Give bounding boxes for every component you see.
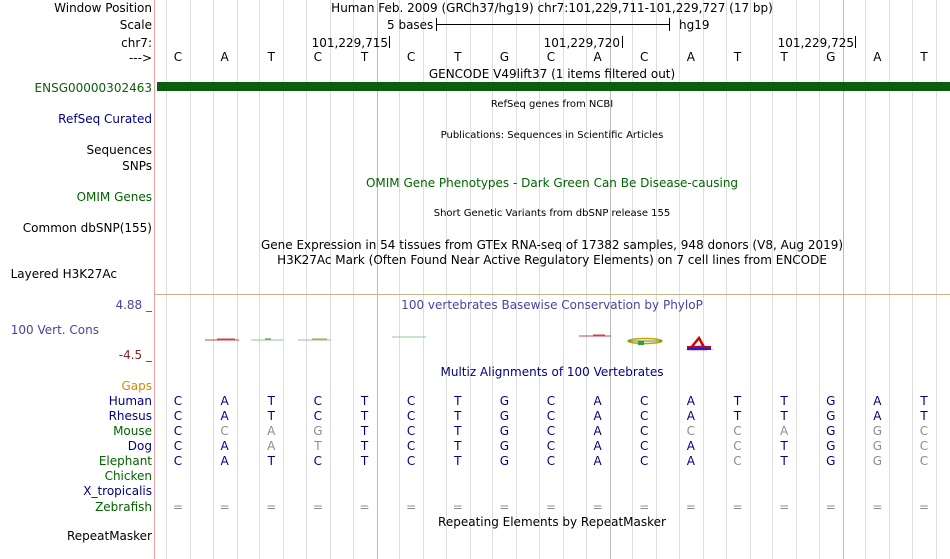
- alignment-base: =: [685, 500, 696, 514]
- alignment-base: T: [920, 394, 928, 408]
- reference-base: T: [267, 50, 275, 64]
- chrom-label: chr7:: [121, 36, 152, 50]
- alignment-base: G: [499, 439, 510, 453]
- alignment-base: =: [918, 500, 930, 514]
- alignment-base: =: [219, 500, 230, 514]
- alignment-base: C: [313, 454, 323, 468]
- coord-tick-3: [855, 36, 856, 48]
- alignment-base: C: [919, 454, 929, 468]
- alignment-base: =: [732, 500, 743, 514]
- alignment-base: A: [220, 454, 229, 468]
- gencode-gene-bar[interactable]: [157, 82, 950, 91]
- alignment-base: G: [826, 424, 836, 438]
- alignment-base: G: [826, 454, 836, 468]
- alignment-base: C: [640, 439, 649, 453]
- track-label-panel: [0, 0, 154, 559]
- alignment-base: =: [359, 500, 370, 514]
- alignment-base: T: [454, 394, 462, 408]
- species-label[interactable]: Dog: [127, 439, 152, 453]
- alignment-base: C: [406, 394, 416, 408]
- alignment-base: G: [826, 394, 836, 408]
- alignment-base: C: [173, 409, 183, 423]
- alignment-base: G: [826, 439, 836, 453]
- publications-track-title[interactable]: Publications: Sequences in Scientific Articles: [440, 130, 664, 141]
- track-separator: [155, 294, 950, 295]
- alignment-base: A: [220, 409, 229, 423]
- scale-bar: [436, 24, 669, 25]
- reference-base: C: [546, 50, 556, 64]
- alignment-base: A: [267, 424, 276, 438]
- repeatmasker-track-label[interactable]: RepeatMasker: [66, 529, 152, 543]
- alignment-base: C: [173, 454, 183, 468]
- reference-base: T: [920, 50, 928, 64]
- reference-base: C: [406, 50, 416, 64]
- alignment-base: A: [686, 394, 695, 408]
- dbsnp-track-title[interactable]: Short Genetic Variants from dbSNP release 155: [433, 208, 671, 219]
- reference-base: G: [499, 50, 510, 64]
- coord-label-2: 101,229,720: [543, 36, 620, 50]
- coord-tick-1: [389, 36, 390, 48]
- reference-base: C: [173, 50, 183, 64]
- cons-track-label[interactable]: 100 Vert. Cons: [10, 323, 99, 337]
- alignment-base: G: [499, 424, 510, 438]
- alignment-base: T: [454, 439, 462, 453]
- species-label[interactable]: Rhesus: [108, 409, 152, 423]
- alignment-base: G: [499, 409, 510, 423]
- reference-base: C: [640, 50, 649, 64]
- alignment-base: A: [780, 424, 789, 438]
- species-label[interactable]: Mouse: [113, 424, 152, 438]
- alignment-base: A: [686, 454, 695, 468]
- reference-base: T: [780, 50, 788, 64]
- scale-label: Scale: [119, 18, 152, 32]
- reference-base: A: [593, 50, 602, 64]
- gencode-track-title[interactable]: GENCODE V49lift37 (1 items filtered out): [428, 67, 676, 81]
- window-position-label: Window Position: [54, 1, 152, 15]
- alignment-base: T: [314, 439, 322, 453]
- alignment-base: T: [920, 409, 928, 423]
- coord-label-3: 101,229,725: [777, 36, 854, 50]
- alignment-base: C: [919, 424, 929, 438]
- alignment-base: C: [733, 454, 742, 468]
- alignment-base: A: [686, 439, 695, 453]
- alignment-base: C: [640, 394, 649, 408]
- alignment-base: C: [173, 394, 183, 408]
- alignment-base: G: [872, 454, 883, 468]
- alignment-base: C: [686, 424, 696, 438]
- alignment-base: =: [592, 500, 603, 514]
- alignment-base: T: [780, 394, 788, 408]
- alignment-base: C: [406, 439, 416, 453]
- conservation-plot: [155, 330, 950, 354]
- alignment-base: =: [266, 500, 277, 514]
- reference-base: T: [454, 50, 462, 64]
- alignment-base: G: [313, 424, 323, 438]
- scale-bar-left-tick: [436, 18, 437, 31]
- alignment-base: T: [780, 454, 788, 468]
- alignment-base: C: [640, 454, 649, 468]
- reference-base: A: [686, 50, 695, 64]
- refseq-track-label[interactable]: RefSeq Curated: [58, 112, 152, 126]
- alignment-base: G: [826, 409, 836, 423]
- alignment-base: T: [454, 454, 462, 468]
- alignment-base: T: [267, 409, 275, 423]
- alignment-base: A: [593, 409, 602, 423]
- alignment-base: C: [406, 409, 416, 423]
- cons-max-label: 4.88 _: [115, 298, 152, 312]
- alignment-base: T: [780, 409, 788, 423]
- alignment-base: G: [499, 394, 510, 408]
- omim-track-title[interactable]: OMIM Gene Phenotypes - Dark Green Can Be Disease-causing: [365, 176, 739, 190]
- alignment-base: A: [593, 424, 602, 438]
- alignment-base: T: [733, 394, 742, 408]
- cons-min-label: -4.5 _: [118, 348, 152, 362]
- alignment-base: A: [593, 394, 602, 408]
- dbsnp-track-label[interactable]: Common dbSNP(155): [22, 221, 152, 235]
- alignment-base: =: [452, 500, 463, 514]
- alignment-base: T: [454, 409, 462, 423]
- alignment-base: C: [733, 424, 742, 438]
- window-position-text: Human Feb. 2009 (GRCh37/hg19) chr7:101,229,711-101,229,727 (17 bp): [331, 1, 773, 15]
- refseq-track-title[interactable]: RefSeq genes from NCBI: [490, 99, 614, 110]
- alignment-base: T: [360, 394, 369, 408]
- alignment-base: A: [593, 454, 602, 468]
- cons-track-title[interactable]: 100 vertebrates Basewise Conservation by PhyloP: [401, 298, 703, 312]
- alignment-base: =: [779, 500, 790, 514]
- alignment-base: C: [546, 409, 556, 423]
- reference-base: C: [313, 50, 323, 64]
- alignment-base: C: [406, 454, 416, 468]
- alignment-base: =: [312, 500, 323, 514]
- species-label[interactable]: X_tropicalis: [83, 484, 152, 498]
- h3k27ac-track-title[interactable]: H3K27Ac Mark (Often Found Near Active Regulatory Elements) on 7 cell lines from ENCODE: [277, 253, 827, 267]
- alignment-base: A: [220, 439, 229, 453]
- alignment-base: =: [545, 500, 557, 514]
- alignment-base: C: [546, 454, 556, 468]
- snps-label[interactable]: SNPs: [122, 159, 152, 173]
- alignment-base: =: [499, 500, 510, 514]
- alignment-base: T: [454, 424, 462, 438]
- coord-label-1: 101,229,715: [311, 36, 388, 50]
- alignment-base: =: [872, 500, 883, 514]
- alignment-base: C: [640, 409, 649, 423]
- species-label[interactable]: Elephant: [98, 454, 152, 468]
- alignment-base: T: [267, 394, 275, 408]
- alignment-base: G: [872, 424, 883, 438]
- alignment-base: C: [546, 424, 556, 438]
- alignment-base: C: [406, 424, 416, 438]
- reference-base: T: [733, 50, 742, 64]
- reference-base: T: [360, 50, 369, 64]
- alignment-base: C: [733, 439, 742, 453]
- repeatmasker-track-title[interactable]: Repeating Elements by RepeatMasker: [438, 515, 666, 529]
- h3k27ac-track-label[interactable]: Layered H3K27Ac: [10, 267, 117, 281]
- alignment-base: =: [172, 500, 184, 514]
- reference-sequence-row: [0, 50, 950, 64]
- alignment-base: T: [733, 409, 742, 423]
- reference-base: G: [826, 50, 836, 64]
- sequences-label[interactable]: Sequences: [86, 143, 152, 157]
- reference-base: A: [873, 50, 882, 64]
- alignment-base: C: [640, 424, 649, 438]
- alignment-base: G: [872, 439, 883, 453]
- scale-bar-right-tick: [669, 18, 670, 31]
- alignment-base: A: [873, 409, 882, 423]
- alignment-base: T: [360, 454, 369, 468]
- multiz-track-title[interactable]: Multiz Alignments of 100 Vertebrates: [440, 365, 664, 379]
- alignment-base: C: [313, 394, 323, 408]
- gencode-item-label[interactable]: ENSG00000302463: [34, 81, 152, 95]
- alignment-base: T: [360, 424, 369, 438]
- alignment-base: T: [267, 454, 275, 468]
- alignment-base: A: [873, 394, 882, 408]
- alignment-base: C: [546, 394, 556, 408]
- alignment-base: A: [267, 439, 276, 453]
- alignment-base: C: [173, 439, 183, 453]
- alignment-base: C: [220, 424, 229, 438]
- alignment-base: T: [360, 409, 369, 423]
- alignment-base: A: [220, 394, 229, 408]
- coord-tick-2: [622, 36, 623, 48]
- alignment-base: =: [825, 500, 836, 514]
- species-label[interactable]: Chicken: [104, 469, 152, 483]
- scale-bases-text: 5 bases: [387, 18, 434, 32]
- species-label[interactable]: Zebrafish: [95, 500, 152, 514]
- alignment-base: C: [546, 439, 556, 453]
- alignment-base: C: [313, 409, 323, 423]
- assembly-text: hg19: [679, 18, 710, 32]
- alignment-base: C: [173, 424, 183, 438]
- omim-track-label[interactable]: OMIM Genes: [76, 190, 152, 204]
- alignment-base: G: [499, 454, 510, 468]
- gtex-track-title[interactable]: Gene Expression in 54 tissues from GTEx RNA-seq of 17382 samples, 948 donors (V8, Aug 2019): [260, 238, 844, 252]
- alignment-base: T: [360, 439, 369, 453]
- species-label[interactable]: Human: [108, 394, 152, 408]
- alignment-base: A: [686, 409, 695, 423]
- reference-base: A: [220, 50, 229, 64]
- alignment-base: T: [780, 439, 788, 453]
- alignment-base: =: [406, 500, 417, 514]
- alignment-base: C: [919, 439, 929, 453]
- strand-label[interactable]: --->: [128, 51, 152, 65]
- alignment-base: A: [593, 439, 602, 453]
- gaps-label[interactable]: Gaps: [121, 379, 152, 393]
- alignment-base: =: [639, 500, 650, 514]
